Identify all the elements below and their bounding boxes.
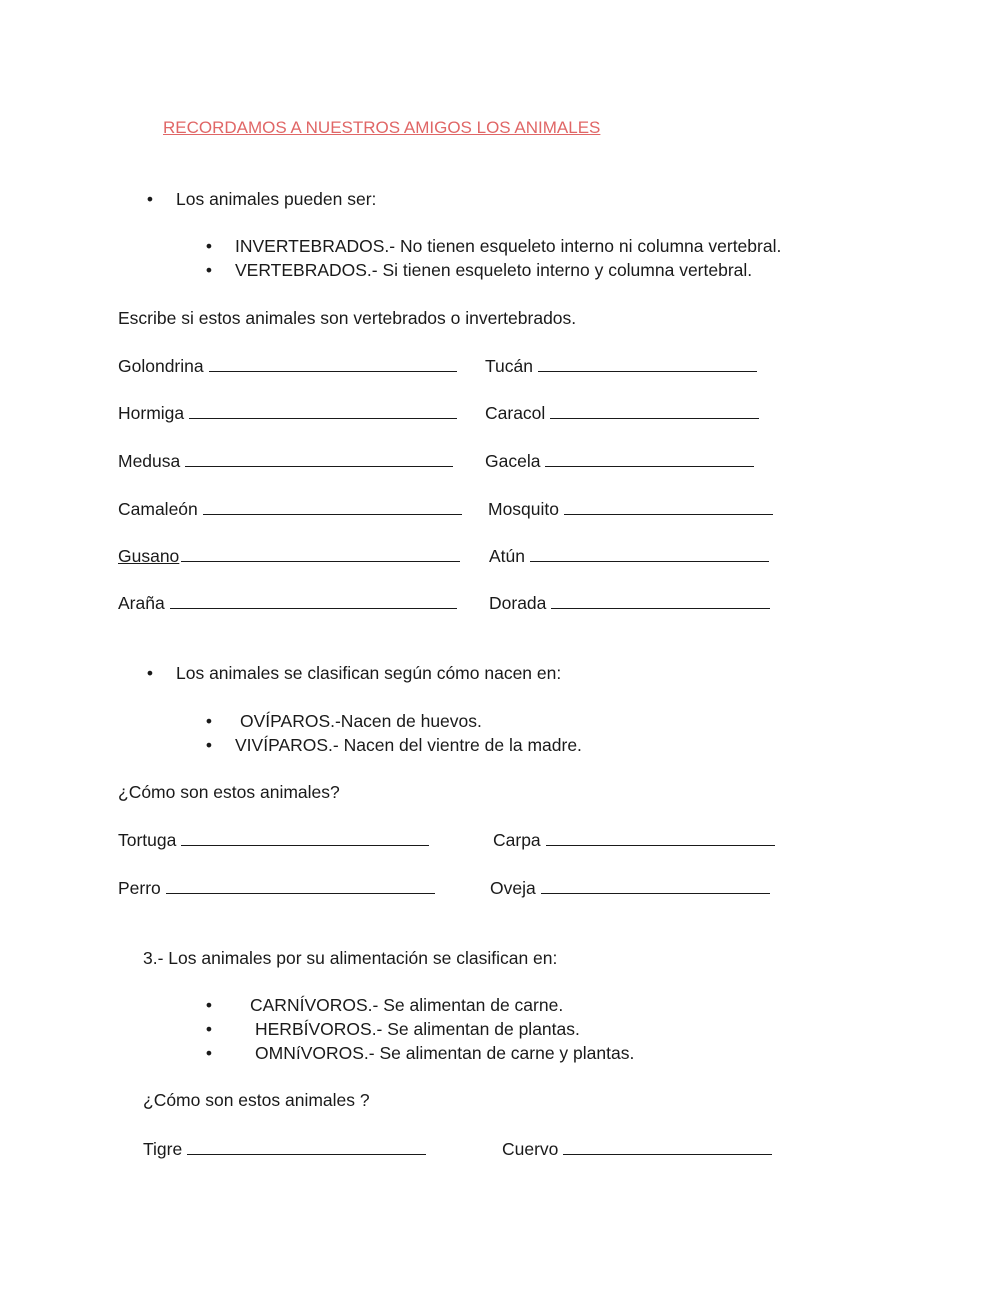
answer-row-tigre	[143, 1138, 426, 1159]
answer-blank[interactable]	[185, 450, 453, 467]
oviparos-definition: OVÍPAROS.-Nacen de huevos.	[240, 711, 482, 731]
animal-label: Medusa	[118, 451, 181, 471]
animal-label: Atún	[489, 546, 525, 566]
answer-blank[interactable]	[209, 355, 457, 372]
answer-row-arana	[118, 592, 457, 613]
section1-instruction: Escribe si estos animales son vertebrados o invertebrados.	[118, 308, 577, 328]
section3-question: ¿Cómo son estos animales ?	[143, 1090, 370, 1110]
invertebrados-definition: INVERTEBRADOS.- No tienen esqueleto interno ni columna vertebral.	[235, 236, 782, 256]
answer-blank[interactable]	[181, 829, 429, 846]
vertebrados-definition: VERTEBRADOS.- Si tienen esqueleto interno y columna vertebral.	[235, 260, 753, 280]
answer-blank[interactable]	[551, 592, 770, 609]
answer-blank[interactable]	[563, 1138, 772, 1155]
bullet-marker: •	[205, 1043, 213, 1063]
animal-label: Tucán	[485, 356, 533, 376]
answer-row-dorada	[489, 592, 770, 613]
answer-row-cuervo	[502, 1138, 772, 1159]
bullet-marker: •	[205, 711, 213, 731]
answer-blank[interactable]	[203, 498, 462, 515]
animal-label: Tortuga	[118, 830, 177, 850]
section3-intro: 3.- Los animales por su alimentación se clasifican en:	[143, 948, 558, 968]
answer-row-golondrina	[118, 355, 457, 376]
animal-label: Tigre	[143, 1139, 183, 1159]
section2-intro: Los animales se clasifican según cómo nacen en:	[176, 663, 562, 683]
animal-label: Gusano	[118, 546, 180, 566]
answer-blank[interactable]	[189, 402, 457, 419]
animal-label: Gacela	[485, 451, 541, 471]
herbivoros-definition: HERBÍVOROS.- Se alimentan de plantas.	[255, 1019, 580, 1039]
animal-label: Carpa	[493, 830, 541, 850]
answer-row-perro	[118, 877, 435, 898]
carnivoros-definition: CARNÍVOROS.- Se alimentan de carne.	[250, 995, 564, 1015]
section1-intro: Los animales pueden ser:	[176, 189, 377, 209]
answer-row-gusano	[118, 545, 460, 566]
answer-blank[interactable]	[541, 877, 770, 894]
answer-blank[interactable]	[550, 402, 759, 419]
animal-label: Golondrina	[118, 356, 204, 376]
answer-blank[interactable]	[170, 592, 457, 609]
bullet-marker: •	[146, 663, 154, 683]
answer-row-mosquito	[488, 498, 773, 519]
answer-blank[interactable]	[166, 877, 435, 894]
animal-label: Mosquito	[488, 499, 560, 519]
animal-label: Hormiga	[118, 403, 185, 423]
bullet-marker: •	[146, 189, 154, 209]
viviparos-definition: VIVÍPAROS.- Nacen del vientre de la madre.	[235, 735, 582, 755]
bullet-marker: •	[205, 995, 213, 1015]
animal-label: Camaleón	[118, 499, 198, 519]
answer-blank[interactable]	[538, 355, 757, 372]
answer-row-hormiga	[118, 402, 457, 423]
answer-row-tucan	[485, 355, 757, 376]
answer-blank[interactable]	[187, 1138, 426, 1155]
answer-blank[interactable]	[564, 498, 773, 515]
animal-label: Araña	[118, 593, 165, 613]
answer-row-carpa	[493, 829, 775, 850]
answer-row-gacela	[485, 450, 754, 471]
section2-question: ¿Cómo son estos animales?	[118, 782, 340, 802]
animal-label: Caracol	[485, 403, 546, 423]
answer-row-atun	[489, 545, 769, 566]
omnivoros-definition: OMNíVOROS.- Se alimentan de carne y plantas.	[255, 1043, 635, 1063]
bullet-marker: •	[205, 735, 213, 755]
animal-label: Cuervo	[502, 1139, 559, 1159]
bullet-marker: •	[205, 260, 213, 280]
answer-blank[interactable]	[530, 545, 769, 562]
answer-row-camaleon	[118, 498, 462, 519]
answer-row-oveja	[490, 877, 770, 898]
answer-row-tortuga	[118, 829, 429, 850]
answer-blank[interactable]	[546, 829, 775, 846]
bullet-marker: •	[205, 236, 213, 256]
bullet-marker: •	[205, 1019, 213, 1039]
animal-label: Perro	[118, 878, 161, 898]
animal-label: Oveja	[490, 878, 536, 898]
answer-blank[interactable]	[181, 545, 460, 562]
answer-blank[interactable]	[545, 450, 754, 467]
page-title: RECORDAMOS A NUESTROS AMIGOS LOS ANIMALES	[163, 118, 601, 137]
answer-row-medusa	[118, 450, 453, 471]
animal-label: Dorada	[489, 593, 547, 613]
answer-row-caracol	[485, 402, 759, 423]
